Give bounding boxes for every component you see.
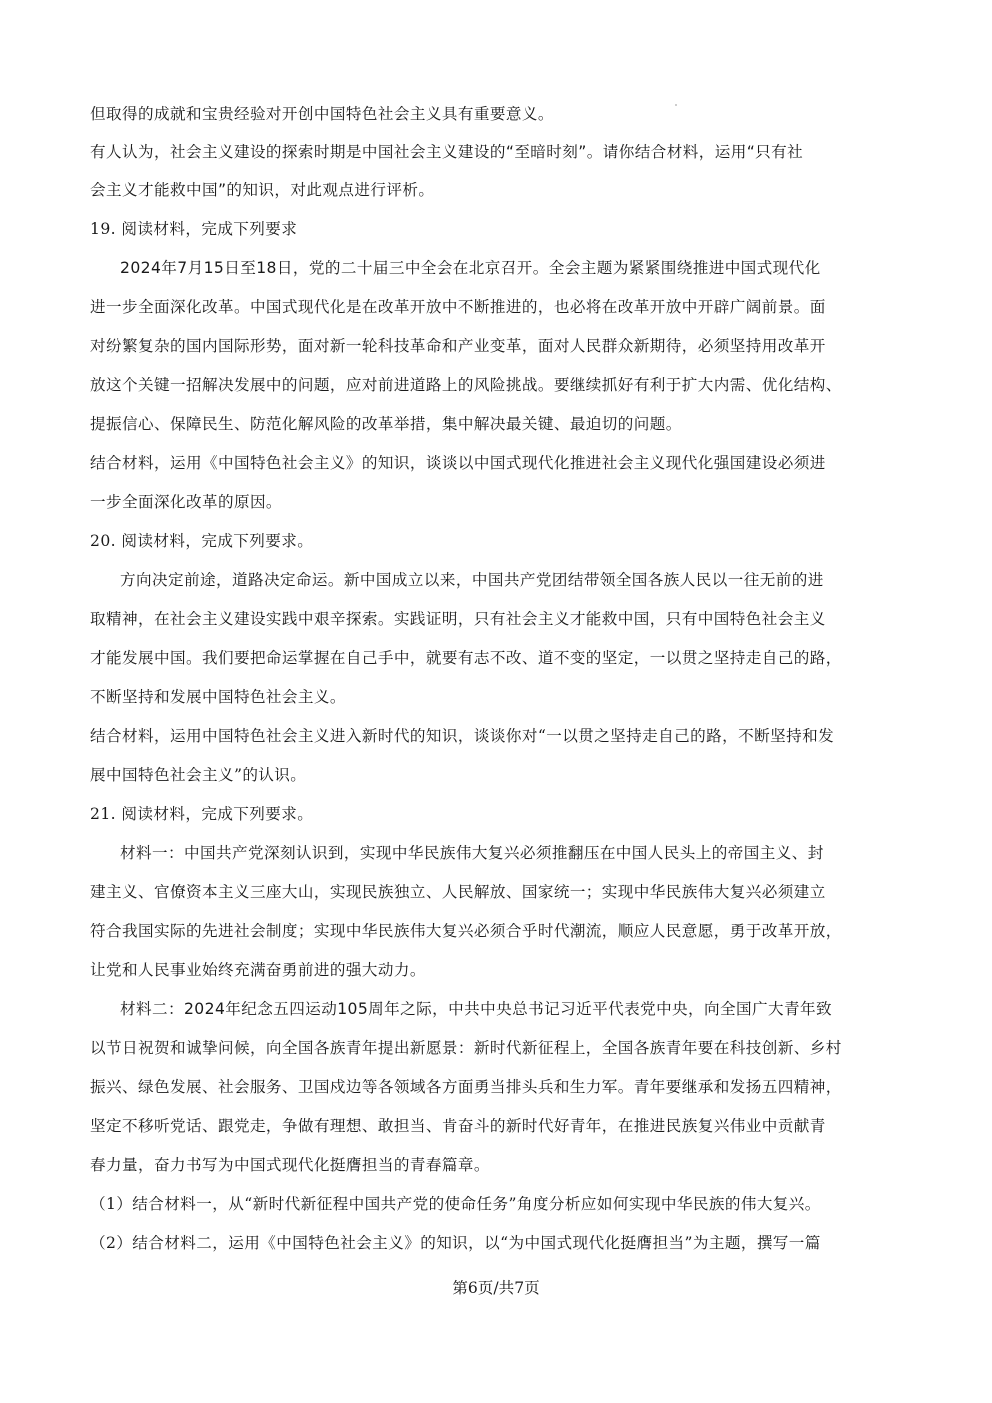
text-line: 方向决定前途，道路决定命运。新中国成立以来，中国共产党团结带领全国各族人民以一往无前的进 [120, 571, 824, 589]
text-line: 2024年7月15日至18日，党的二十届三中全会在北京召开。全会主题为紧紧围绕推进中国式现代化 [120, 259, 821, 277]
text-line: 春力量，奋力书写为中国式现代化挺膺担当的青春篇章。 [90, 1156, 490, 1174]
text-line: 取精神，在社会主义建设实践中艰辛探索。实践证明，只有社会主义才能救中国，只有中国特色社会主义 [90, 610, 826, 628]
text-line: 结合材料，运用中国特色社会主义进入新时代的知识，谈谈你对“一以贯之坚持走自己的路，不断坚持和发 [90, 727, 835, 745]
text-line: 进一步全面深化改革。中国式现代化是在改革开放中不断推进的，也必将在改革开放中开辟广阔前景。面 [90, 298, 826, 316]
text-line: 才能发展中国。我们要把命运掌握在自己手中，就要有志不改、道不变的坚定，一以贯之坚持走自己的路， [90, 649, 842, 667]
question-heading: 20. 阅读材料，完成下列要求。 [90, 532, 314, 550]
text-line: 对纷繁复杂的国内国际形势，面对新一轮科技革命和产业变革，面对人民群众新期待，必须坚持用改革开 [90, 337, 826, 355]
text-line: 会主义才能救中国”的知识，对此观点进行评析。 [90, 181, 435, 199]
text-line: 材料二：2024年纪念五四运动105周年之际，中共中央总书记习近平代表党中央，向全国广大青年致 [120, 1000, 832, 1018]
sub-question: （2）结合材料二，运用《中国特色社会主义》的知识，以“为中国式现代化挺膺担当”为主题，撰写一篇 [90, 1234, 821, 1252]
question-heading: 19. 阅读材料，完成下列要求 [90, 220, 298, 238]
text-line: 符合我国实际的先进社会制度；实现中华民族伟大复兴必须合乎时代潮流，顺应人民意愿，勇于改革开放， [90, 922, 842, 940]
question-heading: 21. 阅读材料，完成下列要求。 [90, 805, 314, 823]
text-line: 结合材料，运用《中国特色社会主义》的知识，谈谈以中国式现代化推进社会主义现代化强国建设必须进 [90, 454, 826, 472]
text-line: 材料一：中国共产党深刻认识到，实现中华民族伟大复兴必须推翻压在中国人民头上的帝国主义、封 [120, 844, 824, 862]
text-line: 一步全面深化改革的原因。 [90, 493, 282, 511]
text-line: 有人认为，社会主义建设的探索时期是中国社会主义建设的“至暗时刻”。请你结合材料，运用“只有社 [90, 143, 804, 161]
text-line: 振兴、绿色发展、社会服务、卫国戍边等各领域各方面勇当排头兵和生力军。青年要继承和发扬五四精神， [90, 1078, 842, 1096]
text-line: 提振信心、保障民生、防范化解风险的改革举措，集中解决最关键、最迫切的问题。 [90, 415, 682, 433]
text-line: 但取得的成就和宝贵经验对开创中国特色社会主义具有重要意义。 [90, 105, 554, 123]
text-line: 展中国特色社会主义”的认识。 [90, 766, 307, 784]
text-line: 不断坚持和发展中国特色社会主义。 [90, 688, 346, 706]
sub-question: （1）结合材料一，从“新时代新征程中国共产党的使命任务”角度分析应如何实现中华民族的伟大复兴。 [90, 1195, 821, 1213]
text-line: 放这个关键一招解决发展中的问题，应对前进道路上的风险挑战。要继续抓好有利于扩大内需、优化结构、 [90, 376, 842, 394]
text-line: 建主义、官僚资本主义三座大山，实现民族独立、人民解放、国家统一；实现中华民族伟大复兴必须建立 [90, 883, 826, 901]
text-line: 让党和人民事业始终充满奋勇前进的强大动力。 [90, 961, 426, 979]
text-line: 以节日祝贺和诚挚问候，向全国各族青年提出新愿景：新时代新征程上，全国各族青年要在科技创新、乡村 [90, 1039, 842, 1057]
text-line: 坚定不移听党话、跟党走，争做有理想、敢担当、肯奋斗的新时代好青年，在推进民族复兴伟业中贡献青 [90, 1117, 826, 1135]
page-number: 第6页/共7页 [452, 1279, 540, 1297]
